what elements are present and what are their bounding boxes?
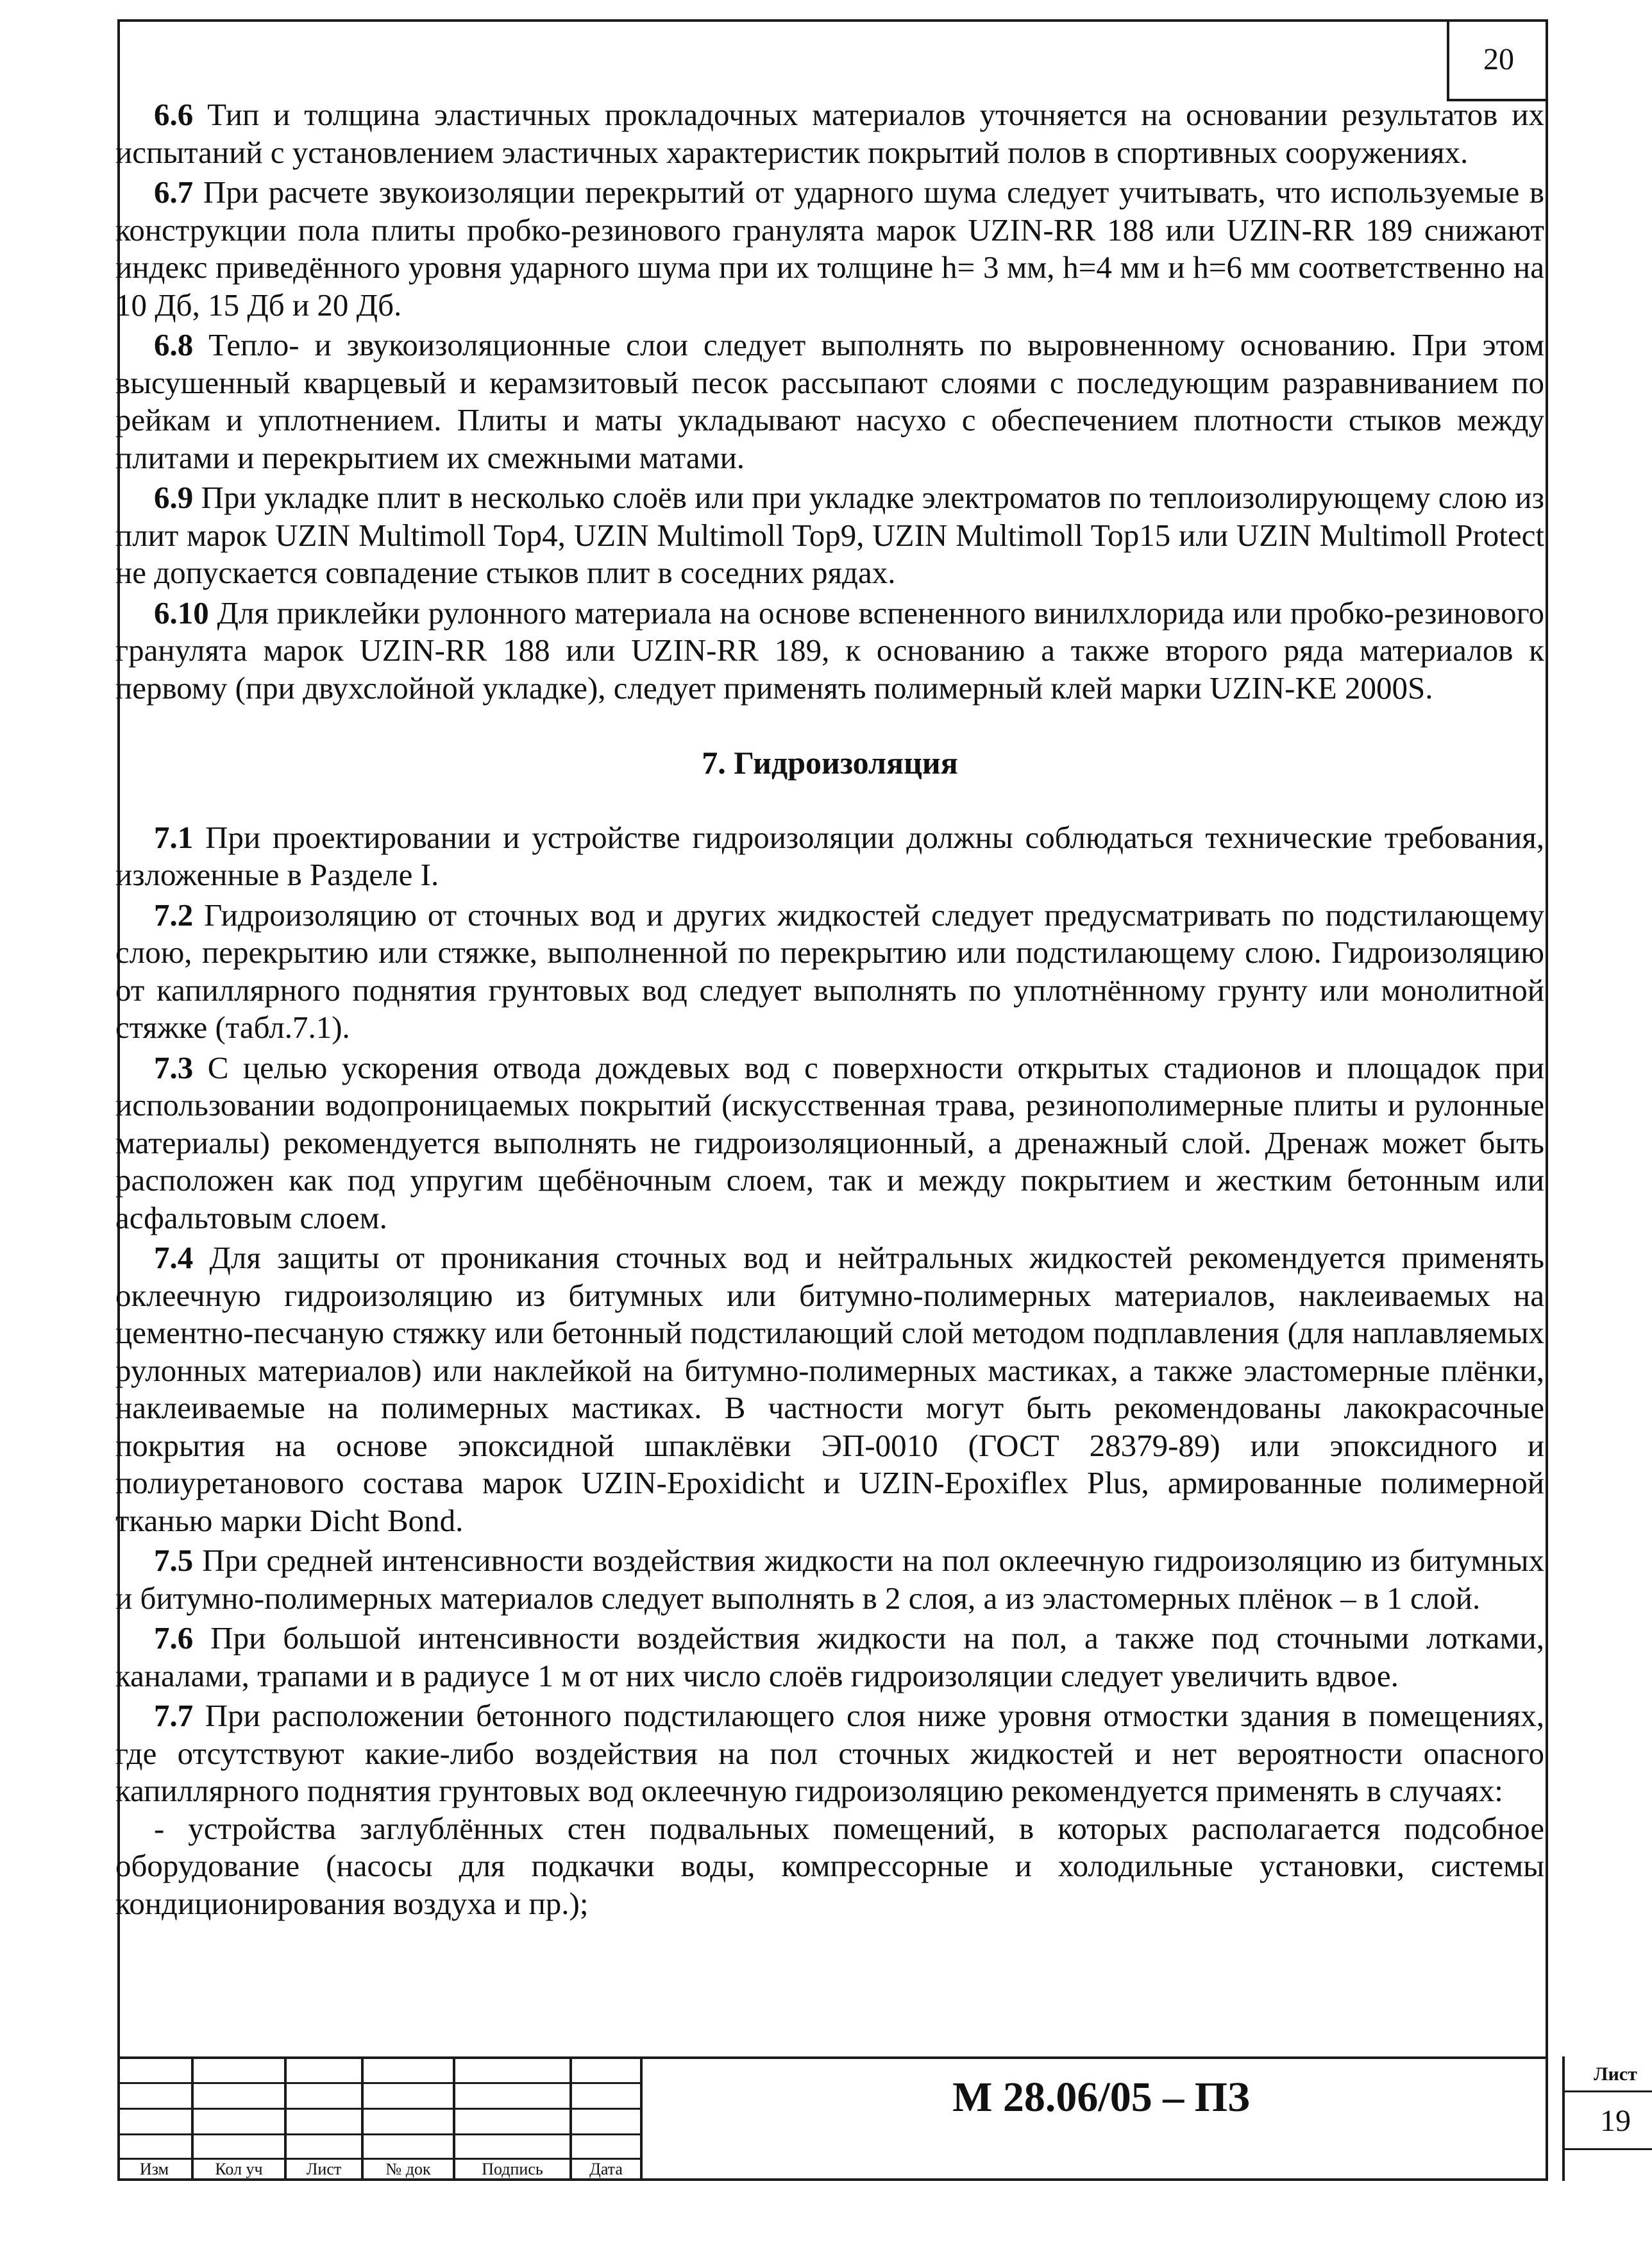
- paragraph-number: 6.7: [154, 174, 194, 210]
- col-label-doc-no: № док: [385, 2160, 431, 2178]
- paragraph-text: При проектировании и устройстве гидроизоляции должны соблюдаться технические требования, изложенные в Разделе I.: [115, 819, 1544, 892]
- paragraph-text: При средней интенсивности воздействия жидкости на пол оклеечную гидроизоляцию из битумных и битумно-полимерных материалов следует выполнять в 2 слоя, а из эластомерных плёнок – в 1 слой.: [115, 1543, 1544, 1616]
- paragraph-text: При большой интенсивности воздействия жидкости на пол, а также под сточными лотками, каналами, трапами и в радиусе 1 м от них число слоёв гидроизоляции следует увеличить вдвое.: [115, 1620, 1544, 1693]
- paragraph-number: 7.4: [154, 1240, 194, 1275]
- paragraph-text: Тепло- и звукоизоляционные слои следует выполнять по выровненному основанию. При этом высушенный кварцевый и керамзитовый песок рассыпают слоями с последующим разравниванием по рейкам и уплотнением. Плиты и маты укладывают насухо с обеспечением плотности стыков между плитами и перекрытием их смежными матами.: [115, 327, 1544, 475]
- paragraph-text: Для защиты от проникания сточных вод и нейтральных жидкостей рекомендуется применять оклеечную гидроизоляцию из битумных или битумно-полимерных материалов, наклеиваемых на цементно-песчаную стяжку или бетонный подстилающий слой методом подплавления (для наплавляемых рулонных материалов) или наклейкой на битумно-полимерных мастиках, а также эластомерные плёнки, наклеиваемые на полимерных мастиках. В частности могут быть рекомендованы лакокрасочные покрытия на основе эпоксидной шпаклёвки ЭП-0010 (ГОСТ 28379-89) или эпоксидного и полиуретанового состава марок UZIN-Epoxidicht и UZIN-Epoxiflex Plus, армированные полимерной тканью марки Dicht Bond.: [115, 1240, 1544, 1538]
- page-number: 20: [1447, 19, 1548, 101]
- paragraph-number: 6.6: [154, 97, 194, 132]
- paragraph-text: При расчете звукоизоляции перекрытий от ударного шума следует учитывать, что используемые в конструкции пола плиты пробко-резинового гранулята марок UZIN-RR 188 или UZIN-RR 189 снижают индекс приведённого уровня ударного шума при их толщине h= 3 мм, h=4 мм и h=6 мм соответственно на 10 Дб, 15 Дб и 20 Дб.: [115, 174, 1544, 323]
- paragraph-text: Тип и толщина эластичных прокладочных материалов уточняется на основании результатов их испытаний с установлением эластичных характеристик покрытий полов в спортивных сооружениях.: [115, 97, 1544, 170]
- paragraph-6-6: [115, 96, 1544, 171]
- paragraph-7-7: [115, 1697, 1544, 1810]
- sheet-number: 19: [1565, 2092, 1652, 2150]
- paragraph-7-3: [115, 1049, 1544, 1237]
- grid-row-line: [117, 2082, 640, 2084]
- col-label-date: Дата: [589, 2160, 623, 2178]
- paragraph-number: 7.5: [154, 1543, 194, 1578]
- body-text: [115, 96, 1544, 1922]
- paragraph-7-5: [115, 1542, 1544, 1617]
- paragraph-number: 6.10: [154, 595, 209, 631]
- paragraph-7-1: [115, 819, 1544, 894]
- paragraph-text: Гидроизоляцию от сточных вод и других жидкостей следует предусматривать по подстилающему слою, перекрытию или стяжке, выполненной по перекрытию или подстилающему слою. Гидроизоляцию от капиллярного поднятия грунтовых вод следует выполнять по уплотнённому грунту или монолитной стяжке (табл.7.1).: [115, 897, 1544, 1045]
- paragraph-number: 6.8: [154, 327, 194, 362]
- col-label-signature: Подпись: [482, 2160, 543, 2178]
- paragraph-7-6: [115, 1620, 1544, 1695]
- paragraph-text: С целью ускорения отвода дождевых вод с поверхности открытых стадионов и площадок при использовании водопроницаемых покрытий (искусственная трава, резинополимерные плиты и рулонные материалы) рекомендуется выполнять не гидроизоляционный, а дренажный слой. Дренаж может быть расположен как под упругим щебёночным слоем, так и между покрытием и жестким бетонным или асфальтовым слоем.: [115, 1049, 1544, 1235]
- paragraph-number: 7.3: [154, 1049, 194, 1085]
- paragraph-number: 7.2: [154, 897, 194, 933]
- paragraph-number: 6.9: [154, 480, 194, 515]
- paragraph-text: При расположении бетонного подстилающего слоя ниже уровня отмостки здания в помещениях, где отсутствуют какие-либо воздействия на пол сточных жидкостей и нет вероятности опасного капиллярного поднятия грунтовых вод оклеечную гидроизоляцию рекомендуется применять в случаях:: [115, 1698, 1544, 1808]
- paragraph-number: 7.1: [154, 819, 194, 855]
- col-label-izm: Изм: [139, 2160, 169, 2178]
- paragraph-6-9: [115, 479, 1544, 592]
- paragraph-7-4: [115, 1239, 1544, 1539]
- sheet-label: Лист: [1565, 2056, 1652, 2092]
- paragraph-text: Для приклейки рулонного материала на основе вспененного винилхлорида или пробко-резинового гранулята марок UZIN-RR 188 или UZIN-RR 189, к основанию а также второго ряда материалов к первому (при двухслойной укладке), следует применять полимерный клей марки UZIN-KE 2000S.: [115, 595, 1544, 706]
- section-heading: 7. Гидроизоляция: [702, 745, 958, 781]
- col-label-kol-uch: Кол уч: [215, 2160, 263, 2178]
- title-block: [117, 2056, 1637, 2181]
- paragraph-number: 7.6: [154, 1620, 194, 1656]
- list-item: - устройства заглублённых стен подвальных помещений, в которых располагается подсобное оборудование (насосы для подкачки воды, компрессорные и холодильные установки, системы кондиционирования воздуха и пр.);: [115, 1810, 1544, 1921]
- paragraph-6-7: [115, 174, 1544, 324]
- paragraph-number: 7.7: [154, 1698, 194, 1733]
- paragraph-6-10: [115, 595, 1544, 708]
- paragraph-7-2: [115, 897, 1544, 1047]
- grid-row-line: [117, 2108, 640, 2110]
- col-label-list: Лист: [306, 2160, 342, 2178]
- paragraph-6-8: [115, 326, 1544, 477]
- grid-row-line: [117, 2133, 640, 2135]
- sheet-box: [1562, 2056, 1652, 2181]
- paragraph-text: При укладке плит в несколько слоёв или при укладке электроматов по теплоизолирующему слою из плит марок UZIN Multimoll Top4, UZIN Multimoll Top9, UZIN Multimoll Top15 или UZIN Multimoll Protect не допускается совпадение стыков плит в соседних рядах.: [115, 480, 1544, 590]
- revision-labels: [117, 2158, 640, 2181]
- document-code: М 28.06/05 – ПЗ: [952, 2074, 1250, 2121]
